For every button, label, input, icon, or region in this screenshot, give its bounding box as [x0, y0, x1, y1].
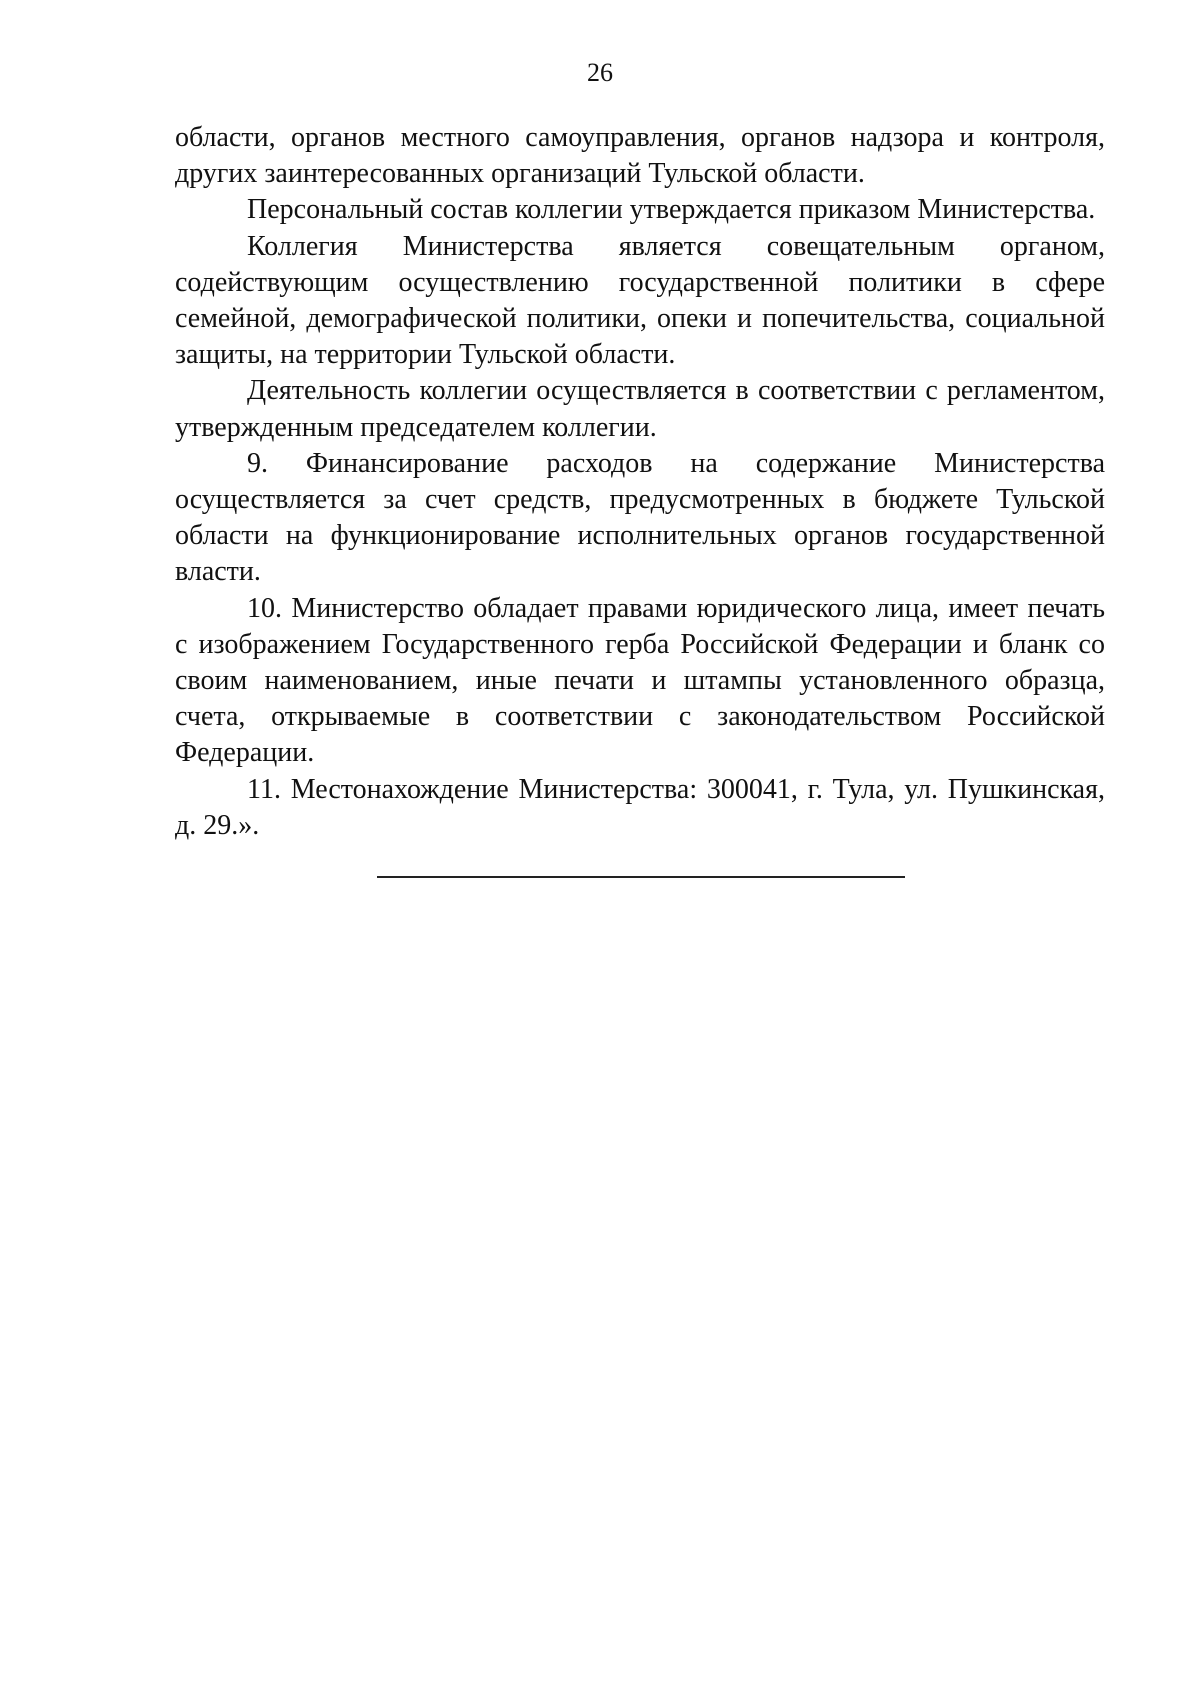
- paragraph-item-9-financing: 9. Финансирование расходов на содержание Министерства осуществляется за счет средств, предусмотренных в бюджете Тульской области на функционирование исполнительных органов государственной власти.: [175, 447, 1105, 588]
- page-number: 26: [587, 58, 613, 87]
- paragraph-collegium-composition: Персональный состав коллегии утверждается приказом Министерства.: [247, 194, 1096, 226]
- document-body: [175, 120, 1105, 844]
- paragraph-item-10-legal-entity: 10. Министерство обладает правами юридического лица, имеет печать с изображением Государственного герба Российской Федерации и бланк со своим наименованием, иные печати и штампы установленного образца, счета, открываемые в соответствии с законодательством Российской Федерации.: [175, 592, 1105, 769]
- paragraph-collegium-role: Коллегия Министерства является совещательным органом, содействующим осуществлению государственной политики в сфере семейной, демографической политики, опеки и попечительства, социальной защиты, на территории Тульской области.: [175, 230, 1105, 371]
- paragraph-collegium-regulation: Деятельность коллегии осуществляется в соответствии с регламентом, утвержденным председателем коллегии.: [175, 375, 1105, 443]
- paragraph-item-11-location: 11. Местонахождение Министерства: 300041, г. Тула, ул. Пушкинская, д. 29.».: [175, 773, 1105, 841]
- end-of-text-separator: [377, 876, 905, 878]
- paragraph-continuation: области, органов местного самоуправления, органов надзора и контроля, других заинтересованных организаций Тульской области.: [175, 122, 1105, 190]
